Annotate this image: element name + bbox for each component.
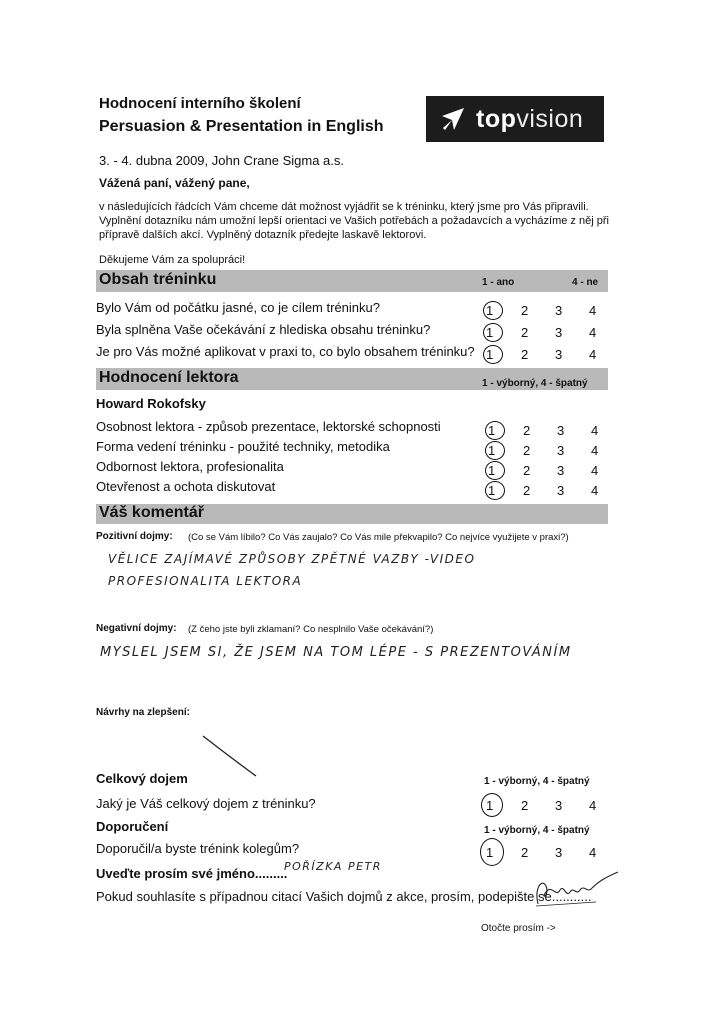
logo-part2: vision [516, 104, 584, 133]
lector-name: Howard Rokofsky [96, 396, 206, 411]
improve-label: Návrhy na zlepšení: [96, 707, 190, 718]
consent-row [96, 889, 591, 904]
form-title: Hodnocení interního školení [99, 95, 301, 112]
rating-row[interactable]: 1 2 3 4 [483, 347, 608, 365]
selected-circle [483, 345, 503, 364]
greeting: Vážená paní, vážený pane, [99, 176, 250, 190]
negative-label: Negativní dojmy: [96, 623, 177, 634]
intro-p1: v následujících řádcích Vám chceme dát možnost vyjádřit se k tréninku, který jsme pro Vás připravili. [99, 201, 589, 213]
thanks: Děkujeme Vám za spolupráci! [99, 254, 246, 266]
name-label: Uveďte prosím své jméno [96, 866, 255, 881]
selected-circle [485, 441, 505, 460]
scale-left: 1 - ano [482, 277, 515, 288]
rating-row[interactable]: 1 2 3 4 [483, 463, 608, 481]
section-bar-komentar [96, 504, 608, 524]
selected-circle [480, 838, 504, 866]
positive-label: Pozitivní dojmy: [96, 531, 173, 542]
question-5: Forma vedení tréninku - použité techniky, metodika [96, 439, 390, 454]
positive-hint: (Co se Vám líbilo? Co Vás zaujalo? Co Vás mile překvapilo? Co nejvíce využijete v praxi?) [188, 532, 569, 543]
section-bar-lektor [96, 368, 608, 390]
intro-p3: přípravě dalších akcí. Vyplněný dotazník předejte laskavě lektorovi. [99, 229, 427, 241]
recommend-question: Doporučil/a byste trénink kolegům? [96, 841, 300, 856]
selected-circle [483, 301, 503, 320]
section-title: Hodnocení lektora [99, 369, 239, 386]
positive-answer-1[interactable]: VĚLICE ZAJÍMAVÉ ZPŮSOBY ZPĚTNÉ VAZBY -VIDEO [108, 552, 476, 566]
rating-row[interactable]: 1 2 3 4 [483, 423, 608, 441]
topvision-logo [426, 96, 604, 142]
recommend-title: Doporučení [96, 819, 169, 834]
dash-stroke [200, 732, 260, 780]
negative-hint: (Z čeho jste byli zklamaní? Co nesplnilo Vaše očekávání?) [188, 624, 434, 635]
name-answer[interactable]: POŘÍZKA PETR [284, 860, 382, 873]
intro-p2: Vyplnění dotazníku nám umožní lepší orientaci ve Vašich potřebách a požadavcích a vycházíme z něj při [99, 215, 609, 227]
arrow-icon [440, 106, 466, 132]
section-bar-obsah [96, 270, 608, 292]
course-title: Persuasion & Presentation in English [99, 118, 384, 135]
selected-circle [483, 323, 503, 342]
consent-dots: ........... [551, 889, 592, 904]
section-title: Obsah tréninku [99, 271, 217, 288]
rating-row[interactable]: 1 2 3 4 [483, 798, 608, 816]
selected-circle [485, 461, 505, 480]
question-2: Byla splněna Vaše očekávání z hlediska obsahu tréninku? [96, 322, 431, 337]
rating-row[interactable]: 1 2 3 4 [483, 483, 608, 501]
turn-over: Otočte prosím -> [481, 923, 556, 934]
question-6: Odbornost lektora, profesionalita [96, 459, 284, 474]
scale: 1 - výborný, 4 - špatný [482, 378, 588, 389]
overall-scale: 1 - výborný, 4 - špatný [484, 776, 590, 787]
signature [530, 868, 622, 910]
negative-answer[interactable]: MYSLEL JSEM SI, ŽE JSEM NA TOM LÉPE - S PREZENTOVÁNÍM [100, 645, 572, 660]
rating-row[interactable]: 1 2 3 4 [483, 443, 608, 461]
rating-row[interactable]: 1 2 3 4 [483, 845, 608, 863]
question-4: Osobnost lektora - způsob prezentace, lektorské schopnosti [96, 419, 441, 434]
selected-circle [481, 793, 503, 817]
scale-right: 4 - ne [572, 277, 599, 288]
section-title: Váš komentář [99, 504, 204, 521]
logo-part1: top [476, 104, 517, 133]
selected-circle [485, 421, 505, 440]
name-dots: ......... [254, 866, 288, 881]
overall-question: Jaký je Váš celkový dojem z tréninku? [96, 796, 316, 811]
question-1: Bylo Vám od počátku jasné, co je cílem tréninku? [96, 300, 380, 315]
consent-text: Pokud souhlasíte s případnou citací Vašich dojmů z akce, prosím, podepište se [96, 889, 552, 904]
overall-title: Celkový dojem [96, 771, 188, 786]
recommend-scale: 1 - výborný, 4 - špatný [484, 825, 590, 836]
selected-circle [485, 481, 505, 500]
name-row [96, 866, 287, 881]
positive-answer-2[interactable]: PROFESIONALITA LEKTORA [108, 574, 303, 588]
rating-row[interactable]: 1 2 3 4 [483, 303, 608, 321]
question-3: Je pro Vás možné aplikovat v praxi to, co bylo obsahem tréninku? [96, 344, 475, 359]
question-7: Otevřenost a ochota diskutovat [96, 479, 276, 494]
date-line: 3. - 4. dubna 2009, John Crane Sigma a.s. [99, 153, 344, 168]
rating-row[interactable]: 1 2 3 4 [483, 325, 608, 343]
